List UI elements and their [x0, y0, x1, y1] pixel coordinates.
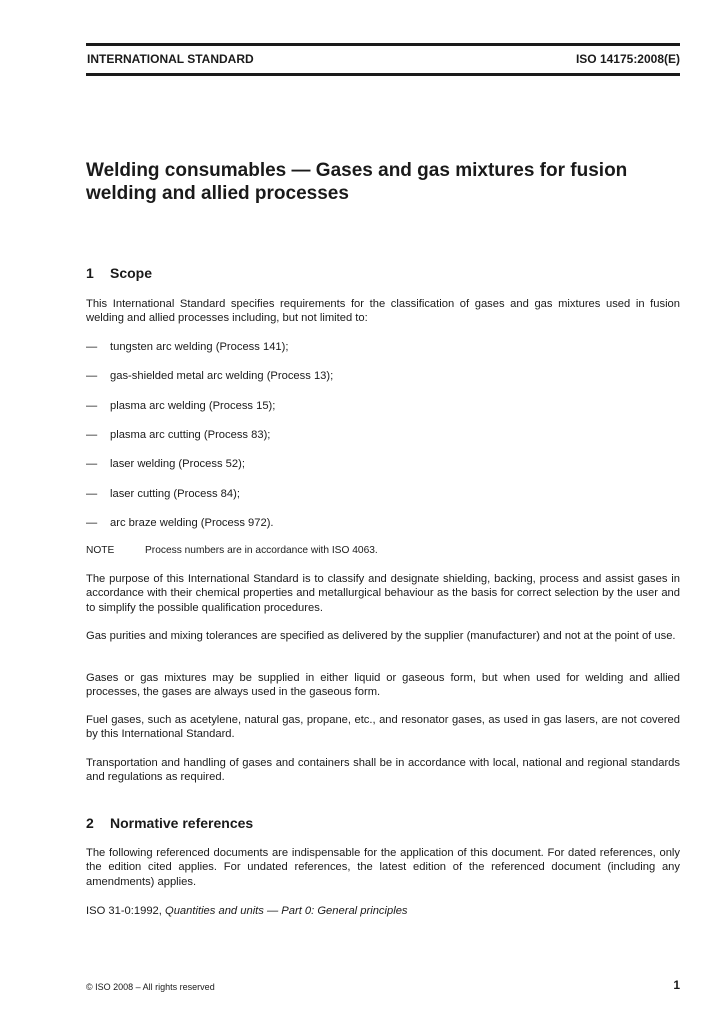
header-bottom-rule [86, 73, 680, 76]
note [86, 544, 378, 557]
list-item: — arc braze welding (Process 972). [86, 517, 274, 529]
dash-bullet: — [86, 400, 98, 412]
normative-reference-entry [86, 904, 408, 918]
scope-intro-paragraph: This International Standard specifies requirements for the classification of gases and gas mixtures used in fusion welding and allied processes including, but not limited to: [86, 298, 680, 325]
reference-code: ISO 31-0:1992, [86, 905, 162, 917]
list-item: — plasma arc welding (Process 15); [86, 400, 276, 412]
dash-bullet: — [86, 370, 98, 382]
header-standard-type: INTERNATIONAL STANDARD [87, 52, 254, 66]
dash-bullet: — [86, 517, 98, 529]
section-number: 2 [86, 815, 94, 831]
section-title: Normative references [110, 815, 254, 831]
dash-bullet: — [86, 488, 98, 500]
dash-bullet: — [86, 341, 98, 353]
list-item: — tungsten arc welding (Process 141); [86, 341, 289, 353]
note-label: NOTE [86, 545, 115, 556]
list-item: — gas-shielded metal arc welding (Process 13); [86, 370, 334, 382]
list-item: — plasma arc cutting (Process 83); [86, 429, 271, 441]
dash-bullet: — [86, 458, 98, 470]
section-1-heading [86, 265, 152, 282]
note-text: Process numbers are in accordance with ISO 4063. [145, 545, 378, 556]
footer-copyright: © ISO 2008 – All rights reserved [86, 982, 215, 992]
list-item: — laser welding (Process 52); [86, 458, 245, 470]
paragraph: The purpose of this International Standard is to classify and designate shielding, backing, process and assist gases in accordance with their chemical properties and metallurgical behaviour as the basis for correct selection by the user and to simplify the possible qualification procedures. [86, 573, 680, 614]
normative-references-intro: The following referenced documents are indispensable for the application of this document. For dated references, only the edition cited applies. For undated references, the latest edition of the referenced document (including any amendments) applies. [86, 847, 680, 888]
header-top-rule [86, 43, 680, 46]
paragraph: Gas purities and mixing tolerances are specified as delivered by the supplier (manufacturer) and not at the point of use. [86, 630, 676, 642]
paragraph: Fuel gases, such as acetylene, natural gas, propane, etc., and resonator gases, as used in gas lasers, are not covered by this International Standard. [86, 714, 680, 741]
paragraph: Transportation and handling of gases and containers shall be in accordance with local, national and regional standards and regulations as required. [86, 757, 680, 784]
header-document-id: ISO 14175:2008(E) [575, 52, 680, 66]
section-number: 1 [86, 265, 94, 281]
section-2-heading [86, 815, 253, 832]
document-title: Welding consumables — Gases and gas mixtures for fusion welding and allied processes [86, 160, 628, 204]
reference-title: Quantities and units — Part 0: General principles [165, 905, 408, 917]
paragraph: Gases or gas mixtures may be supplied in either liquid or gaseous form, but when used for welding and allied processes, the gases are always used in the gaseous form. [86, 672, 680, 699]
dash-bullet: — [86, 429, 98, 441]
list-item: — laser cutting (Process 84); [86, 488, 240, 500]
page-number: 1 [673, 978, 680, 992]
section-title: Scope [110, 265, 153, 281]
